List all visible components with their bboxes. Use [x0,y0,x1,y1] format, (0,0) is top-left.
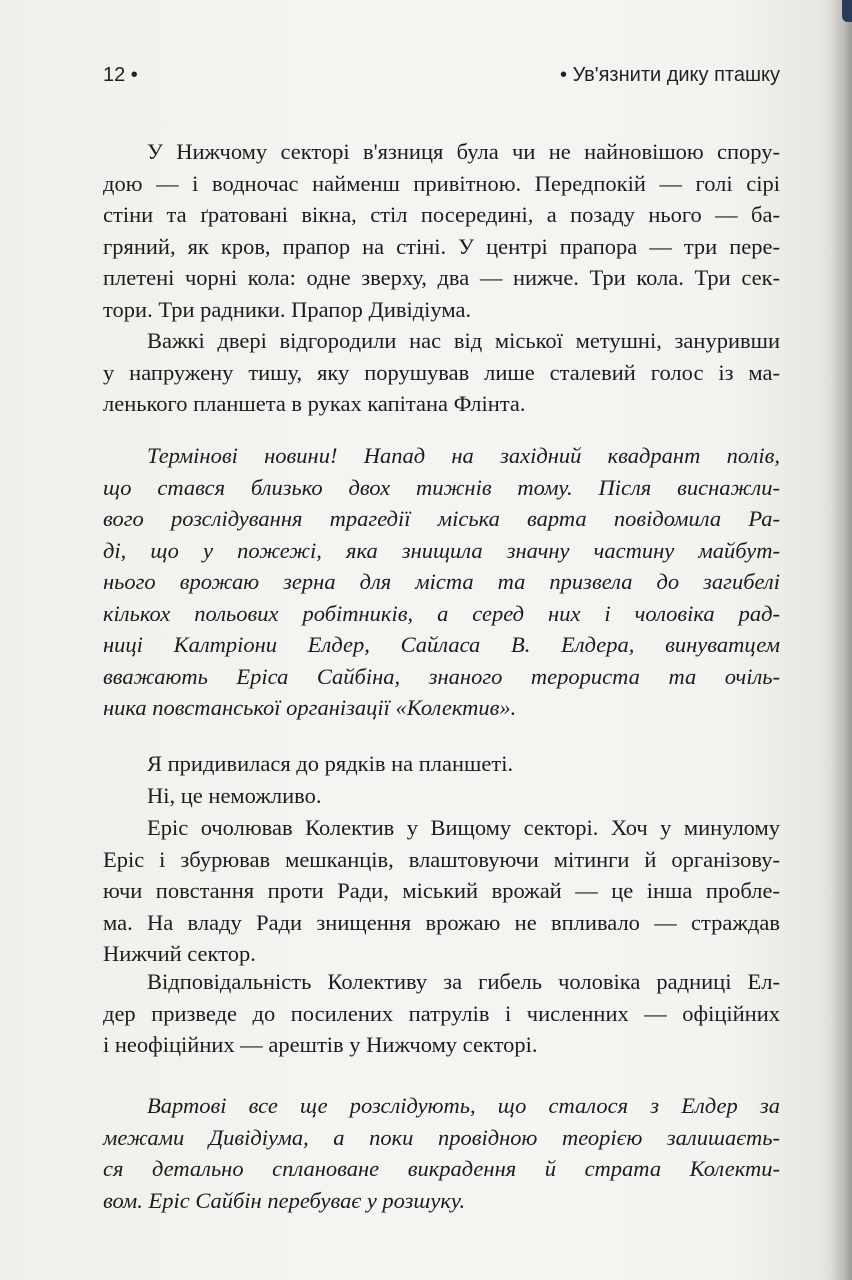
paragraph-5 [103,812,780,970]
text-line: У Нижчому секторі в'язниця була чи не найновішою спору- [147,139,780,164]
text-line: ма. На владу Ради знищення врожаю не впливало — страждав [103,909,780,935]
text-line: ді, що у пожежі, яка знищила значну частину майбут- [103,537,780,563]
text-line: Відповідальність Колективу за гибель чоловіка радниці Ел- [147,969,780,994]
text-line: межами Дивідіума, а поки провідною теорією залишаєть- [103,1124,780,1150]
paragraph-4 [103,780,780,812]
text-line: вважають Еріса Сайбіна, знаного терориста та очіль- [103,663,780,689]
text-line: вом. Еріс Сайбін перебуває у розшуку. [103,1187,466,1213]
text-line: ючи повстання проти Ради, міський врожай — це інша пробле- [103,878,780,903]
text-line: Вартові все ще розслідують, що сталося з Елдер за [147,1093,780,1118]
text-line: дер призведе до посилених патрулів і численних — офіційних [103,1000,780,1026]
running-header [103,64,780,94]
text-line: вого розслідування трагедії міська варта повідомила Ра- [103,506,780,531]
text-line: тори. Три радники. Прапор Дивідіума. [103,296,472,322]
text-line: ника повстанської організації «Колектив». [103,695,517,720]
text-line: Ні, це неможливо. [147,783,322,808]
running-title: • Ув'язнити дику пташку [560,64,780,86]
text-line: у напружену тишу, яку порушував лише сталевий голос із ма- [103,359,780,385]
page-number: 12 • [103,64,138,86]
news-quote-2 [103,1090,780,1216]
text-line: ся детально сплановане викрадення й страта Колекти- [103,1156,780,1181]
text-line: ленького планшета в руках капітана Флінта. [103,391,526,416]
text-line: кількох польових робітників, а серед них і чоловіка рад- [103,600,780,626]
paragraph-1 [103,136,780,325]
text-line: Нижчий сектор. [103,941,256,966]
text-line: нього врожаю зерна для міста та призвела до загибелі [103,569,780,594]
page-edge-shadow [830,0,852,1280]
corner-bookmark [842,0,852,22]
text-line: і неофіційних — арештів у Нижчому секторі. [103,1032,538,1057]
text-line: дою — і водночас найменш привітною. Передпокій — голі сірі [103,170,780,196]
text-line: Важкі двері відгородили нас від міської метушні, зануривши [147,328,780,353]
text-line: стіни та ґратовані вікна, стіл посередині, а позаду нього — ба- [103,202,780,227]
paragraph-3 [103,748,780,780]
text-line: ниці Калтріони Елдер, Сайласа В. Елдера, винуватцем [103,632,780,657]
text-line: Еріс і збурював мешканців, влаштовуючи мітинги й організову- [103,846,780,872]
paragraph-6 [103,966,780,1061]
text-line: плетені чорні кола: одне зверху, два — нижче. Три кола. Три сек- [103,265,780,290]
paragraph-2 [103,325,780,420]
text-line: Термінові новини! Напад на західний квадрант полів, [147,443,780,468]
text-line: що стався близько двох тижнів тому. Після виснажли- [103,474,780,500]
text-line: гряний, як кров, прапор на стіні. У центрі прапора — три пере- [103,233,780,259]
text-line: Я придивилася до рядків на планшеті. [147,751,514,776]
news-quote-1 [103,440,780,724]
text-line: Еріс очолював Колектив у Вищому секторі. Хоч у минулому [147,815,780,840]
